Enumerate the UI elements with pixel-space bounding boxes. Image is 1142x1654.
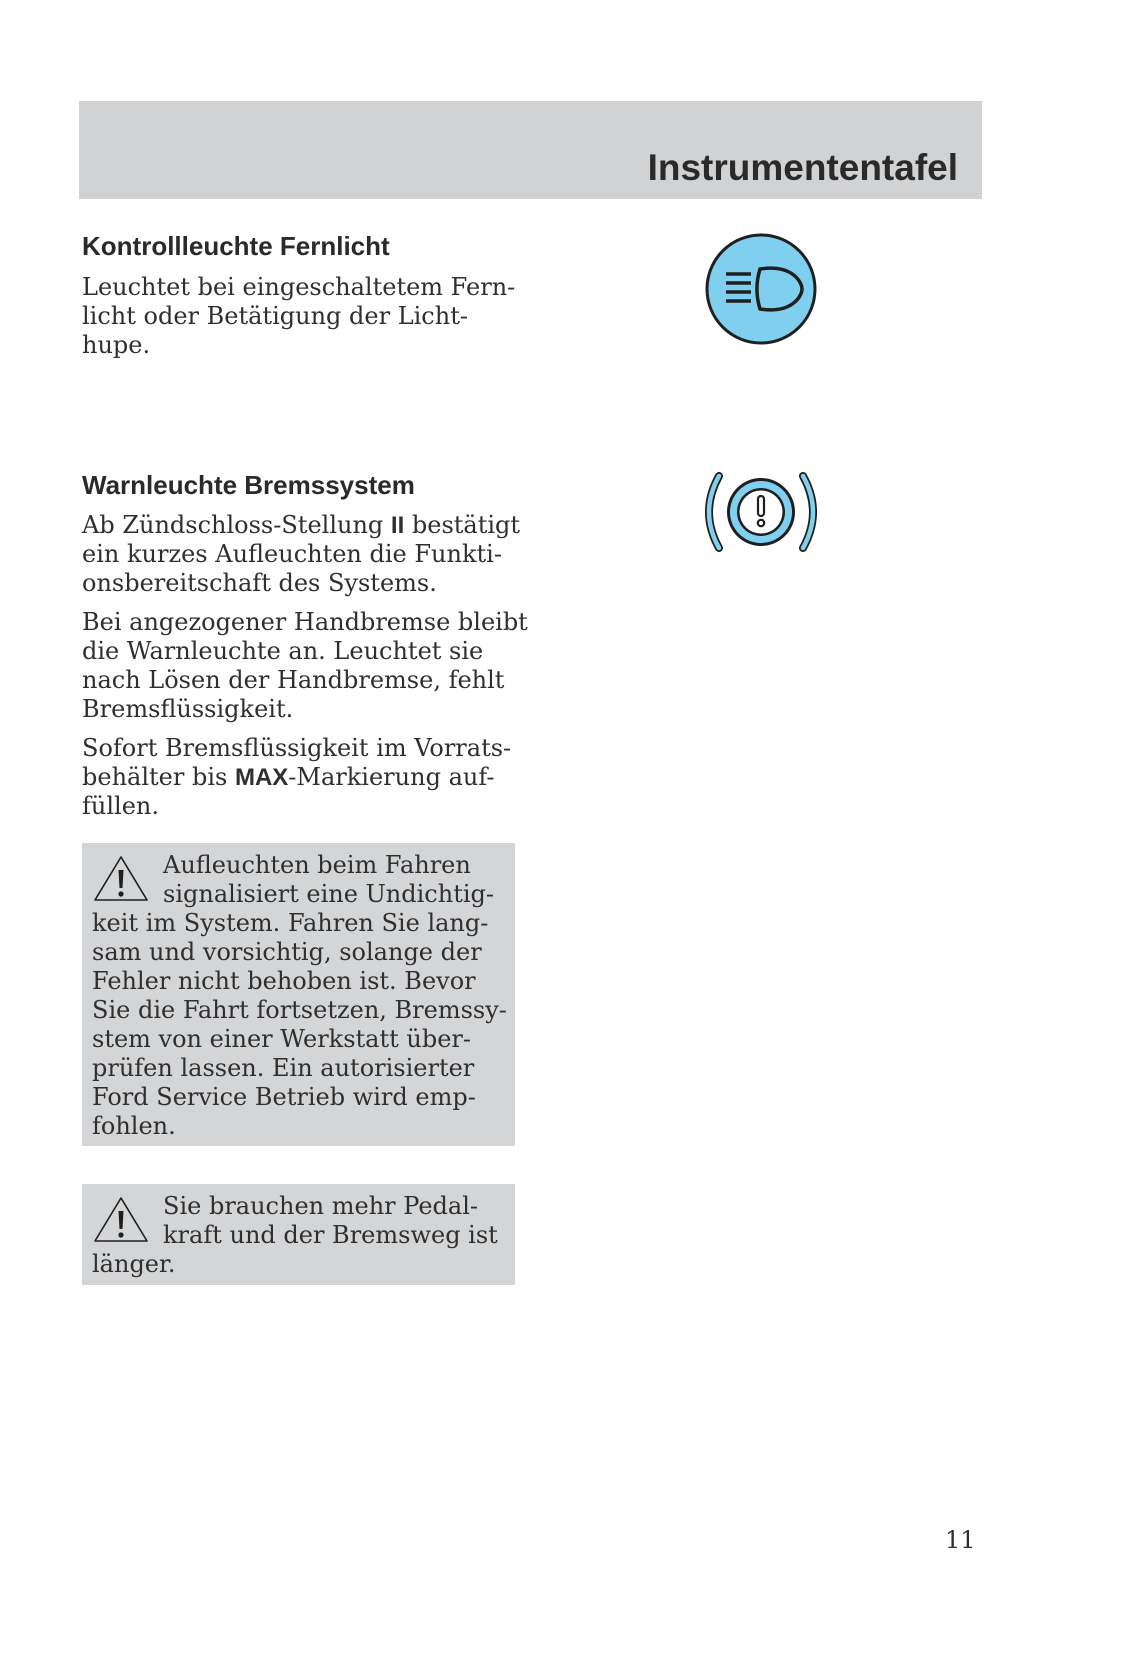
page-number: 11 xyxy=(945,1526,976,1554)
text-line: Sie brauchen mehr Pedal- xyxy=(163,1192,478,1220)
ignition-position-label: II xyxy=(390,512,405,539)
text-line: Bei angezogener Handbremse bleibt xyxy=(82,608,528,636)
warning-box-leak xyxy=(82,843,515,1146)
text-line: Ford Service Betrieb wird emp- xyxy=(92,1083,476,1111)
text-line: Sie die Fahrt fortsetzen, Bremssy- xyxy=(92,996,507,1024)
text-line: Fehler nicht behoben ist. Bevor xyxy=(92,967,476,995)
header-band xyxy=(79,101,982,199)
text-line: sam und vorsichtig, solange der xyxy=(92,938,482,966)
text-line: signalisiert eine Undichtig- xyxy=(163,880,494,908)
text-line: länger. xyxy=(92,1250,176,1278)
text-line: stem von einer Werkstatt über- xyxy=(92,1025,472,1053)
section-text-high-beam xyxy=(82,273,522,360)
text-line: kraft und der Bremsweg ist xyxy=(163,1221,498,1249)
section-heading-high-beam: Kontrollleuchte Fernlicht xyxy=(82,231,390,261)
text-line: die Warnleuchte an. Leuchtet sie xyxy=(82,637,484,665)
text-line xyxy=(82,763,522,792)
text-line: nach Lösen der Handbremse, fehlt xyxy=(82,666,505,694)
high-beam-indicator-icon xyxy=(704,232,818,346)
section-text-brake-p3 xyxy=(82,734,522,821)
warning-box-pedal-force xyxy=(82,1184,515,1285)
text-line xyxy=(82,511,522,540)
max-marking-label: MAX xyxy=(234,764,289,791)
text-line: Leuchtet bei eingeschaltetem Fern- xyxy=(82,273,516,301)
section-heading-brake-system: Warnleuchte Bremssystem xyxy=(82,470,415,500)
text-line: füllen. xyxy=(82,792,159,820)
brake-system-warning-icon xyxy=(705,472,817,552)
section-text-brake-p1 xyxy=(82,511,522,598)
text-line: ein kurzes Aufleuchten die Funkti- xyxy=(82,540,502,568)
section-text-brake-p2 xyxy=(82,608,528,724)
text-span: Ab Zündschloss-Stellung xyxy=(82,511,391,539)
text-line: Sofort Bremsflüssigkeit im Vorrats- xyxy=(82,734,512,762)
text-line: keit im System. Fahren Sie lang- xyxy=(92,909,489,937)
text-line: fohlen. xyxy=(92,1112,176,1140)
text-line: Aufleuchten beim Fahren xyxy=(163,851,471,879)
text-span: -Markierung auf- xyxy=(288,763,495,791)
page-title: Instrumententafel xyxy=(647,147,958,188)
text-line: prüfen lassen. Ein autorisierter xyxy=(92,1054,475,1082)
text-line: hupe. xyxy=(82,331,151,359)
warning-text xyxy=(92,1192,498,1279)
text-line: Bremsflüssigkeit. xyxy=(82,695,294,723)
text-span: behälter bis xyxy=(82,763,235,791)
text-line: licht oder Betätigung der Licht- xyxy=(82,302,468,330)
warning-text xyxy=(92,851,507,1141)
text-span: bestätigt xyxy=(404,511,521,539)
text-line: onsbereitschaft des Systems. xyxy=(82,569,437,597)
